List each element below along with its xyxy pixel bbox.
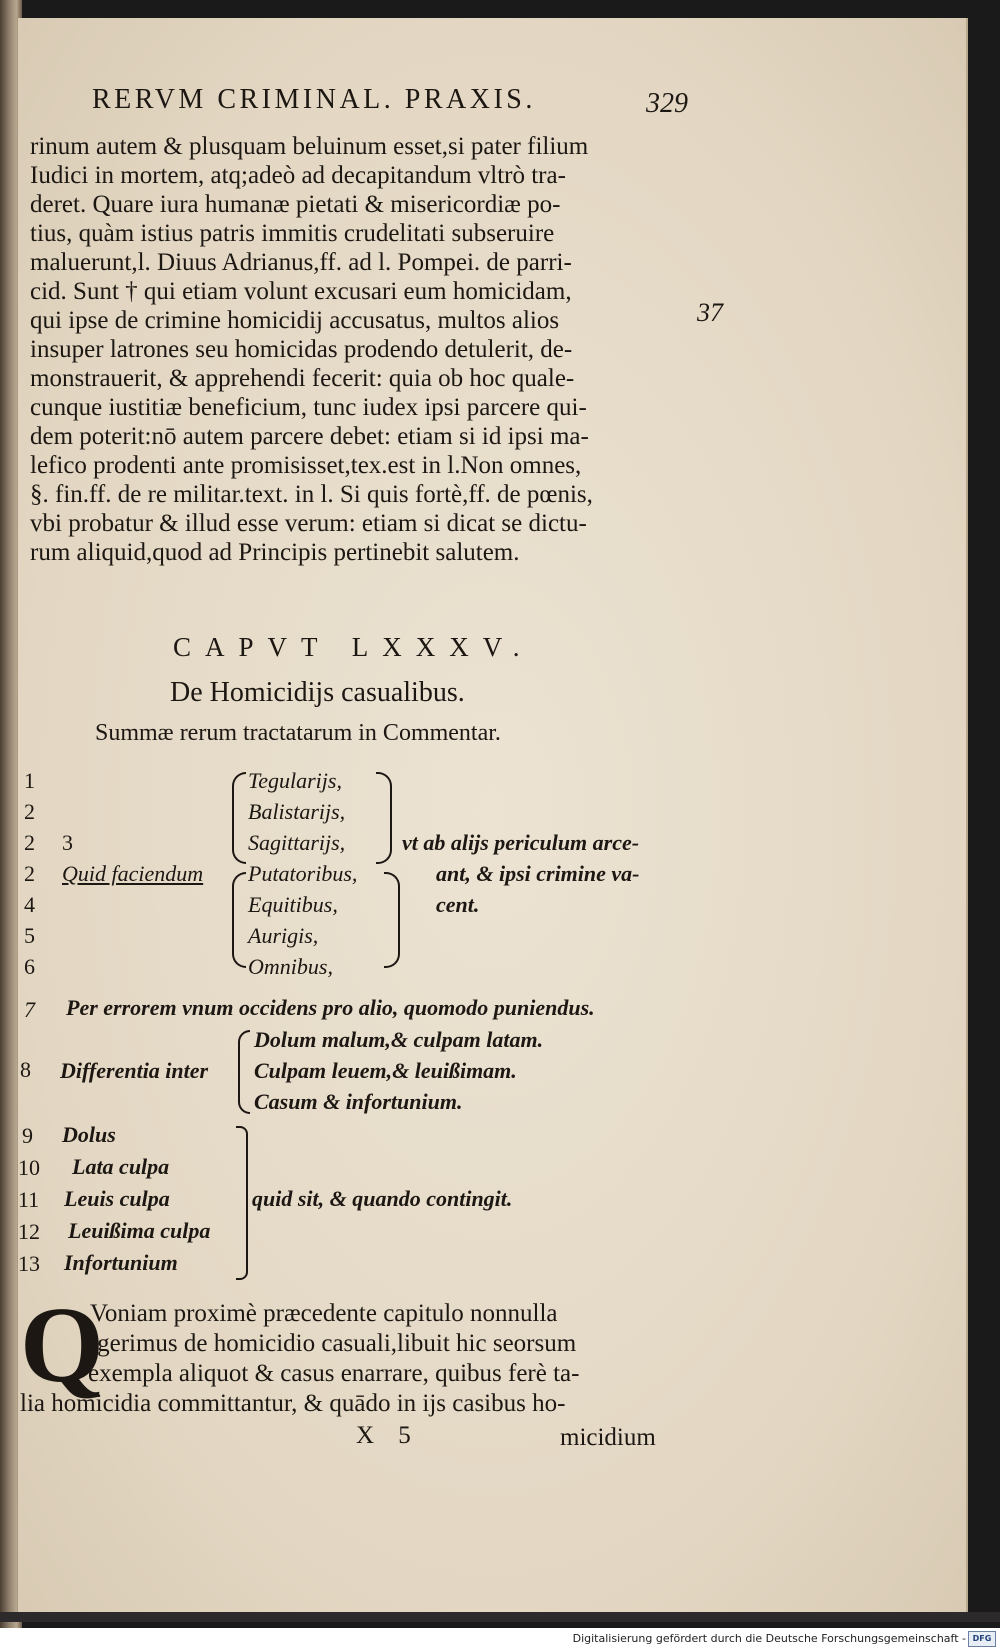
right-brace-bottom [384, 872, 400, 968]
page-number: 329 [646, 88, 688, 119]
result-line: cent. [436, 892, 480, 917]
item-number: 6 [24, 954, 35, 979]
list-item: Balistarijs, [248, 799, 346, 824]
item-number: 11 [18, 1187, 40, 1212]
quid-label: Quid faciendum [62, 861, 204, 886]
result-line: vt ab alijs periculum arce- [402, 830, 640, 855]
result-line: ant, & ipsi crimine va- [436, 861, 640, 886]
body-line: monstrauerit, & apprehendi fecerit: quia ob hoc quale- [30, 365, 575, 392]
body-line: Iudici in mortem, atq;adeò ad decapitandum vltrò tra- [30, 162, 566, 189]
body-line: vbi probatur & illud esse verum: etiam si dicat se dictu- [30, 510, 587, 537]
items-9-13-result: quid sit, & quando contingit. [252, 1186, 513, 1211]
item-label: Dolus [62, 1122, 116, 1147]
item-number: 9 [22, 1123, 33, 1148]
closing-line: Voniam proximè præcedente capitulo nonnulla [90, 1300, 558, 1327]
closing-line: exempla aliquot & casus enarrare, quibus ferè ta- [88, 1360, 580, 1387]
item-8-brace [238, 1030, 250, 1114]
item-number: 4 [24, 892, 35, 917]
item-label: Leuis culpa [64, 1186, 170, 1211]
list-item: Putatoribus, [248, 861, 358, 886]
item-number: 13 [18, 1251, 40, 1276]
item-8-entry: Culpam leuem,& leuißimam. [254, 1058, 517, 1083]
item-label: Infortunium [64, 1250, 178, 1275]
signature-mark: X 5 [356, 1422, 411, 1449]
body-line: rum aliquid,quod ad Principis pertinebit salutem. [30, 539, 520, 566]
right-brace-top [376, 772, 392, 864]
summary-heading: Summæ rerum tractatarum in Commentar. [95, 720, 501, 746]
item-7-text: Per errorem vnum occidens pro alio, quomodo puniendus. [66, 995, 595, 1020]
item-number: 1 [24, 768, 35, 793]
dfg-logo: DFG [968, 1631, 996, 1647]
page-bottom-edge [0, 1612, 1000, 1622]
body-line: lefico prodenti ante promisisset,tex.est in l.Non omnes, [30, 452, 582, 479]
item-label: Lata culpa [72, 1154, 170, 1179]
list-item: Aurigis, [248, 923, 319, 948]
list-item: Tegularijs, [248, 768, 342, 793]
item-number: 7 [24, 997, 35, 1022]
item-number: 2 [24, 799, 35, 824]
body-line: tius, quàm istius patris immitis crudelitati subseruire [30, 220, 555, 247]
body-line: cid. Sunt † qui etiam volunt excusari eum homicidam, [30, 278, 572, 305]
item-number: 2 [24, 861, 35, 886]
footer-credit: Digitalisierung gefördert durch die Deutsche Forschungsgemeinschaft - [572, 1632, 966, 1645]
item-number: 2 [24, 830, 35, 855]
list-item: Equitibus, [248, 892, 338, 917]
inner-number: 3 [62, 830, 73, 855]
item-number: 5 [24, 923, 35, 948]
item-label: Leuißima culpa [68, 1218, 211, 1243]
body-line: rinum autem & plusquam beluinum esset,si pater filium [30, 133, 589, 160]
closing-line: lia homicidia committantur, & quādo in ijs casibus ho- [20, 1390, 566, 1417]
margin-note-number: 37 [697, 298, 723, 327]
body-line: qui ipse de crimine homicidij accusatus, multos alios [30, 307, 560, 334]
left-brace-top [232, 772, 246, 864]
running-title: RERVM CRIMINAL. PRAXIS. [92, 84, 536, 115]
item-number: 8 [20, 1057, 31, 1082]
catchword: micidium [560, 1424, 656, 1451]
body-line: maluerunt,l. Diuus Adrianus,ff. ad l. Pompei. de parri- [30, 249, 572, 276]
item-8-entry: Dolum malum,& culpam latam. [254, 1027, 544, 1052]
list-item: Sagittarijs, [248, 830, 346, 855]
list-item: Omnibus, [248, 954, 333, 979]
left-brace-bottom [232, 872, 246, 968]
item-8-label: Differentia inter [60, 1058, 209, 1083]
item-8-entry: Casum & infortunium. [254, 1089, 463, 1114]
body-line: dem poterit:nō autem parcere debet: etiam si id ipsi ma- [30, 423, 589, 450]
items-9-13-brace [236, 1126, 248, 1280]
chapter-title: CAPVT LXXXV. [173, 632, 534, 662]
chapter-subtitle: De Homicidijs casualibus. [170, 677, 465, 708]
body-line: deret. Quare iura humanæ pietati & misericordiæ po- [30, 191, 561, 218]
drop-cap: Q [20, 1286, 105, 1405]
body-line: §. fin.ff. de re militar.text. in l. Si quis fortè,ff. de pœnis, [30, 481, 593, 508]
body-line: cunque iustitiæ beneficium, tunc iudex ipsi parcere qui- [30, 394, 587, 421]
item-number: 10 [18, 1155, 40, 1180]
item-number: 12 [18, 1219, 40, 1244]
body-line: insuper latrones seu homicidas prodendo detulerit, de- [30, 336, 573, 363]
closing-line: egerimus de homicidio casuali,libuit hic seorsum [86, 1330, 577, 1357]
